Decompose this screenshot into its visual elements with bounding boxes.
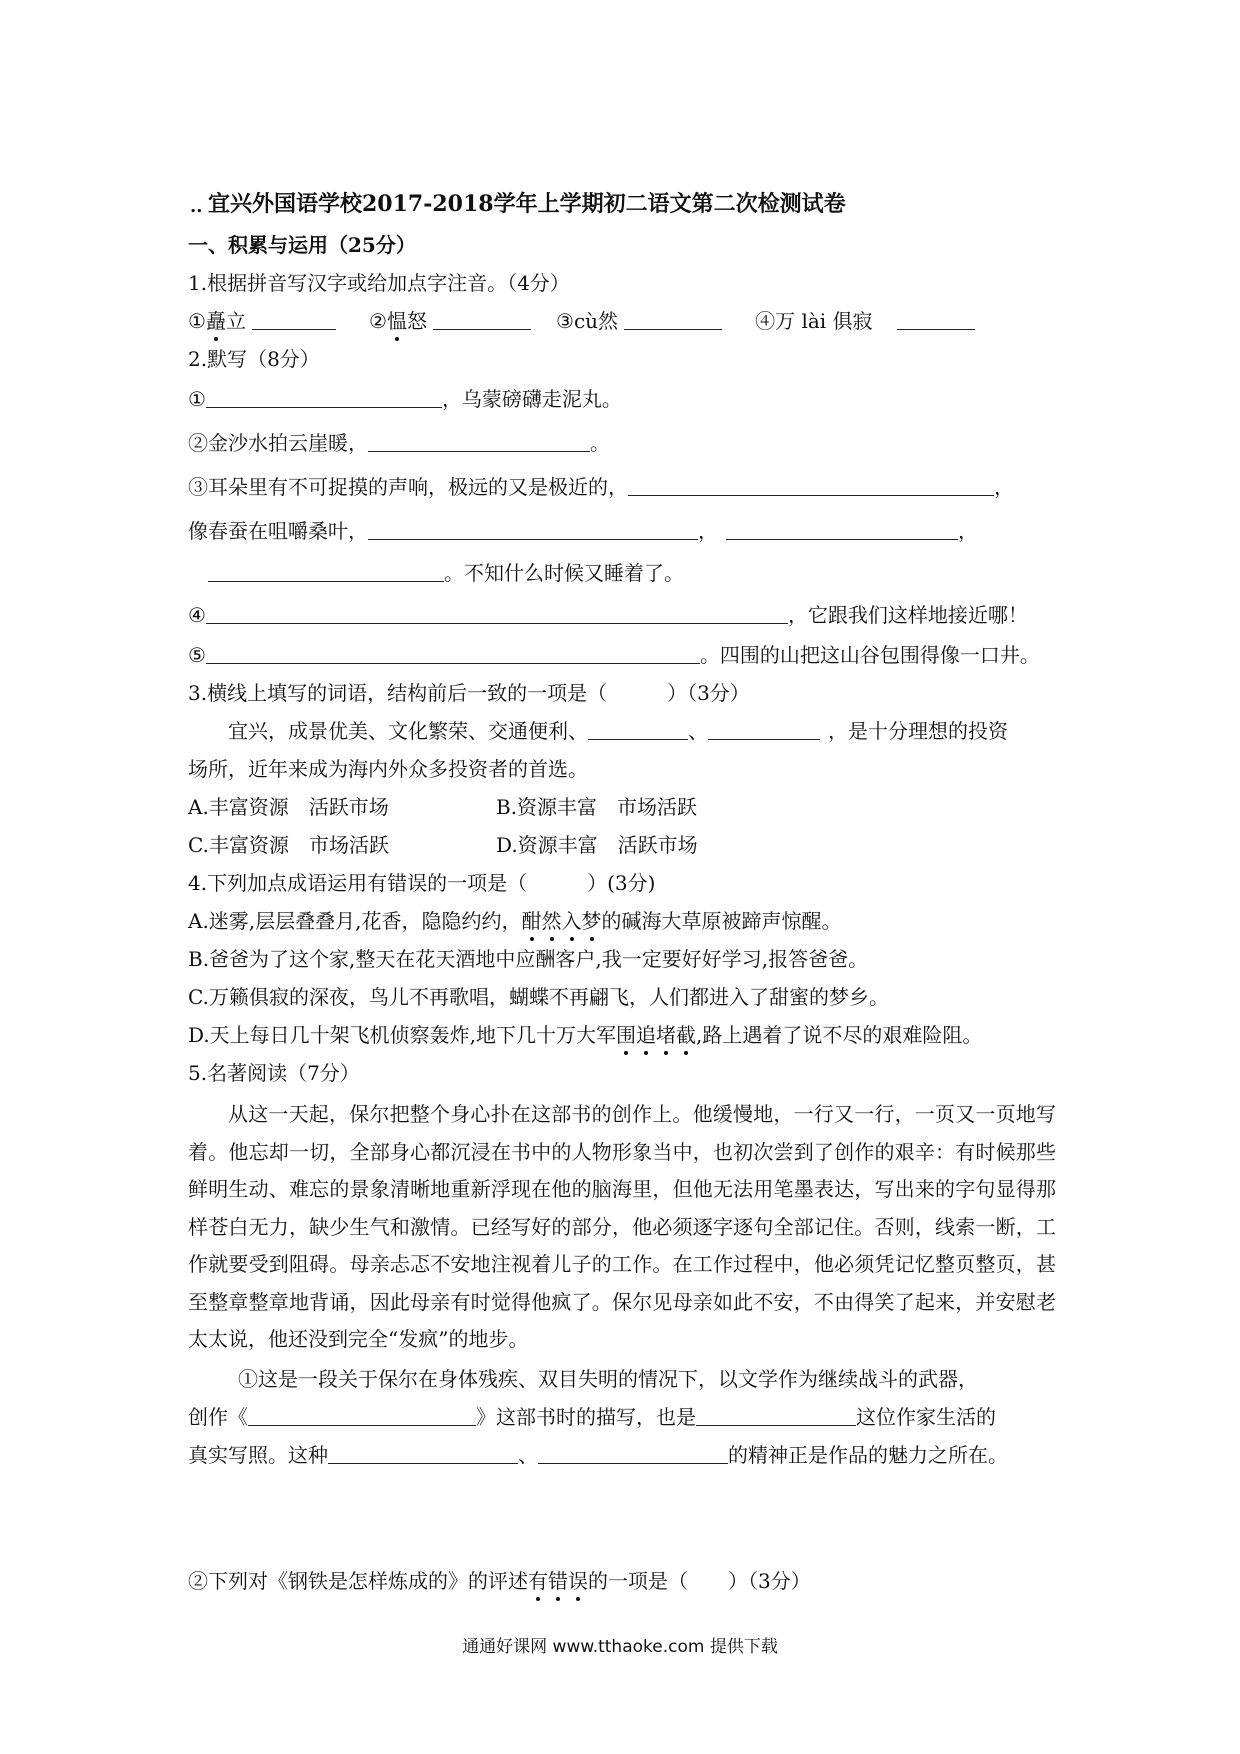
q2-text-5: 。不知什么时候又睡着了。 xyxy=(444,561,684,585)
q2-blank-4[interactable] xyxy=(368,517,698,540)
q5-sub2-pre: ②下列对《钢铁是怎样炼成的》的评述 xyxy=(188,1569,528,1593)
emphasis-char: 错 xyxy=(548,1566,568,1596)
q2-text-1: ，乌蒙磅礴走泥丸。 xyxy=(441,387,622,411)
q2-line-6 xyxy=(188,600,1028,630)
q1-blank-2[interactable] xyxy=(433,307,531,330)
q4-option-a[interactable] xyxy=(188,906,842,936)
q2-num-6: ④ xyxy=(188,603,206,627)
section-heading xyxy=(188,230,416,260)
q2-blank-7[interactable] xyxy=(206,601,788,624)
emphasis-char: 梦 xyxy=(582,906,602,936)
q5-sub1-f: 、 xyxy=(518,1443,538,1467)
q4-option-c[interactable]: C.万籁俱寂的深夜，鸟儿不再歌唱，蝴蝶不再翩飞，人们都进入了甜蜜的梦乡。 xyxy=(188,985,889,1009)
emphasis-char: 入 xyxy=(562,906,582,936)
q5-sub2-post: 的一项是（ ）（3分） xyxy=(588,1569,811,1593)
q1-stem: 1.根据拼音写汉字或给加点字注音。（4分） xyxy=(188,271,570,295)
page-title: 宜兴外国语学校2017-2018学年上学期初二语文第二次检测试卷 xyxy=(208,191,846,217)
q1-blank-4[interactable] xyxy=(897,307,975,330)
q5-sub1-c: 》这部书时的描写，也是 xyxy=(476,1405,696,1429)
emphasis-char: 追 xyxy=(636,1020,656,1050)
q5-spirit-blank-1[interactable] xyxy=(328,1441,518,1464)
q3-passage-a: 宜兴，成景优美、文化繁荣、交通便利、 xyxy=(228,719,588,743)
q4-option-d[interactable] xyxy=(188,1020,982,1050)
q5-sub2 xyxy=(188,1566,811,1596)
q1-item-1: ①矗立 xyxy=(188,309,246,333)
q5-author-blank[interactable] xyxy=(696,1403,856,1426)
q3-option-c[interactable]: C.丰富资源 市场活跃 xyxy=(188,833,389,857)
q2-line-1 xyxy=(188,384,622,414)
q5-sub1-d: 这位作家生活的 xyxy=(856,1405,996,1429)
q5-sub2-dotted xyxy=(528,1569,588,1593)
q3-options-row-1 xyxy=(188,792,697,822)
q2-stem: 2.默写（8分） xyxy=(188,347,320,371)
q2-end-2: 。 xyxy=(590,431,610,455)
emphasis-char: 围 xyxy=(616,1020,636,1050)
q2-text-2: ②金沙水拍云崖暖， xyxy=(188,431,368,455)
q4-a-post: 的碱海大草原被蹄声惊醒。 xyxy=(601,909,842,933)
q3-passage-line-2: 场所，近年来成为海内外众多投资者的首选。 xyxy=(188,757,588,781)
q5-sub1-e: 真实写照。这种 xyxy=(188,1443,328,1467)
q5-sub1-line-1 xyxy=(188,1364,978,1394)
q1-item-4: ④万 lài 俱寂 xyxy=(755,309,873,333)
q3-stem: 3.横线上填写的词语，结构前后一致的一项是（ ）（3分） xyxy=(188,681,750,705)
q3-passage-b: ，是十分理想的投资 xyxy=(828,719,1008,743)
q2-blank-3[interactable] xyxy=(628,473,994,496)
q3-passage-line-1 xyxy=(188,716,1008,746)
q2-line-2 xyxy=(188,428,610,458)
q3-blank-2[interactable] xyxy=(708,717,820,740)
q5-sub1-line-3 xyxy=(188,1440,1008,1470)
q3-blank-1[interactable] xyxy=(588,717,688,740)
q1-item-2: ②愠怒 xyxy=(369,309,427,333)
q5-sub1-line-2 xyxy=(188,1402,996,1432)
q3-option-b[interactable]: B.资源丰富 市场活跃 xyxy=(496,795,698,819)
q2-text-4: 像春蚕在咀嚼桑叶， xyxy=(188,519,368,543)
q1-blank-1[interactable] xyxy=(252,307,336,330)
q5-stem: 5.名著阅读（7分） xyxy=(188,1061,360,1085)
q2-line-4 xyxy=(188,516,978,546)
title-marks: .. xyxy=(190,196,203,217)
q2-blank-1[interactable] xyxy=(206,385,442,408)
q3-passage-sep: 、 xyxy=(688,719,708,743)
q4-stem: 4.下列加点成语运用有错误的一项是（ ）(3分) xyxy=(188,871,656,895)
emphasis-char: 截 xyxy=(676,1020,696,1050)
q5-passage: 从这一天起，保尔把整个身心扑在这部书的创作上。他缓慢地，一行又一行，一页又一页地写着。他忘却一切，全部身心都沉浸在书中的人物形象当中，也初次尝到了创作的艰辛：有时候那些鲜明生动、难忘的景象清晰地重新浮现在他的脑海里，但他无法用笔墨表达，写出来的字句显得那样苍白无力，缺少生气和激情。已经写好的部分，他必须逐字逐句全部记住。否则，线索一断，工作就要受到阻碍。母亲忐忑不安地注视着儿子的工作。在工作过程中，他必须凭记忆整页整页，甚至整章整章地背诵，因此母亲有时觉得他疯了。保尔见母亲如此不安，不由得笑了起来，并安慰老太太说，他还没到完全“发疯”的地步。 xyxy=(188,1102,1056,1351)
q2-num-7: ⑤ xyxy=(188,643,206,667)
footer-credit: 通通好课网 www.tthaoke.com 提供下载 xyxy=(462,1637,778,1657)
q2-text-3: ③耳朵里有不可捉摸的声响，极远的又是极近的， xyxy=(188,475,628,499)
section-title: 一、积累与运用（25分） xyxy=(188,233,416,257)
q2-line-3 xyxy=(188,472,1014,502)
emphasis-char: 有 xyxy=(528,1566,548,1596)
q2-text-6: ，它跟我们这样地接近哪！ xyxy=(787,603,1028,627)
q1-items xyxy=(188,306,975,336)
q2-mid-4: ， xyxy=(698,519,718,543)
q2-text-7: 。四围的山把这山谷包围得像一口井。 xyxy=(699,643,1040,667)
q2-blank-5[interactable] xyxy=(726,517,958,540)
q1-blank-3[interactable] xyxy=(624,307,722,330)
q5-sub1-a: ①这是一段关于保尔在身体残疾、双目失明的情况下，以文学作为继续战斗的武器， xyxy=(238,1367,978,1391)
q2-blank-8[interactable] xyxy=(206,641,700,664)
q4-option-b[interactable]: B.爸爸为了这个家,整天在花天酒地中应酬客户,我一定要好好学习,报答爸爸。 xyxy=(188,947,869,971)
q2-num-1: ① xyxy=(188,387,206,411)
q4-d-dotted xyxy=(616,1023,696,1047)
q4-a-pre: A.迷雾,层层叠叠月,花香，隐隐约约， xyxy=(188,909,522,933)
q2-end-4: ， xyxy=(958,519,978,543)
q2-line-5 xyxy=(188,558,684,588)
q5-book-blank[interactable] xyxy=(248,1403,476,1426)
emphasis-char: 误 xyxy=(568,1566,588,1596)
q4-a-dotted xyxy=(522,909,602,933)
emphasis-char: 然 xyxy=(542,906,562,936)
q2-blank-6[interactable] xyxy=(208,559,444,582)
q2-line-7 xyxy=(188,640,1040,670)
q3-option-d[interactable]: D.资源丰富 活跃市场 xyxy=(496,833,698,857)
q3-options-row-2 xyxy=(188,830,698,860)
q4-d-post: ,路上遇着了说不尽的艰难险阻。 xyxy=(696,1023,983,1047)
emphasis-char: 酣 xyxy=(522,906,542,936)
emphasis-char: 堵 xyxy=(656,1020,676,1050)
q1-item-3: ③cù然 xyxy=(556,309,619,333)
q2-blank-2[interactable] xyxy=(368,429,590,452)
q3-option-a[interactable]: A.丰富资源 活跃市场 xyxy=(188,795,389,819)
q5-spirit-blank-2[interactable] xyxy=(538,1441,728,1464)
q2-end-3: ， xyxy=(994,475,1014,499)
q5-sub1-g: 的精神正是作品的魅力之所在。 xyxy=(728,1443,1008,1467)
q5-sub1-b: 创作《 xyxy=(188,1405,248,1429)
q4-d-pre: D.天上每日几十架飞机侦察轰炸,地下几十万大军 xyxy=(188,1023,617,1047)
